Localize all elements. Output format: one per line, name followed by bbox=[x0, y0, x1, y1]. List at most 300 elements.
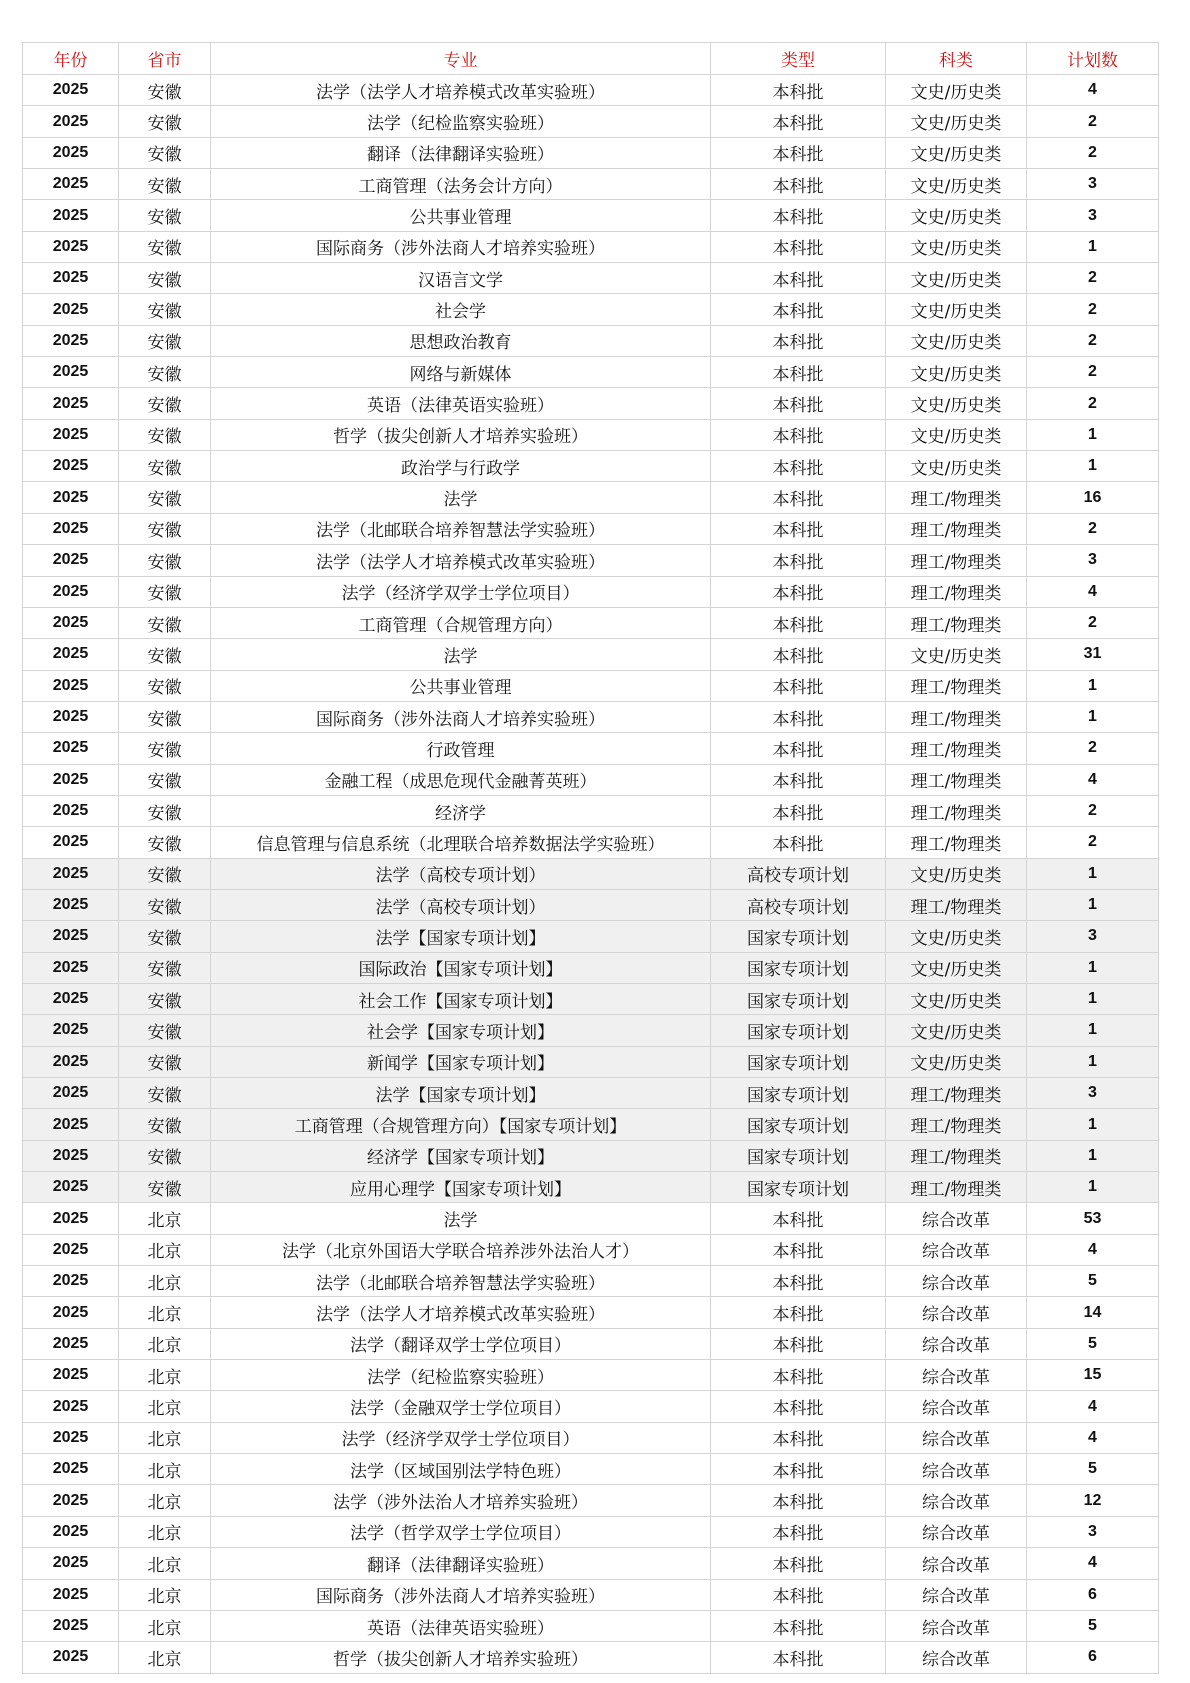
cell-province: 安徽 bbox=[119, 827, 211, 858]
cell-category: 文史/历史类 bbox=[886, 325, 1027, 356]
cell-province: 安徽 bbox=[119, 75, 211, 106]
cell-plan-count: 4 bbox=[1027, 576, 1159, 607]
cell-category: 文史/历史类 bbox=[886, 388, 1027, 419]
cell-province: 北京 bbox=[119, 1485, 211, 1516]
cell-province: 北京 bbox=[119, 1454, 211, 1485]
cell-year: 2025 bbox=[23, 231, 119, 262]
cell-major: 法学（纪检监察实验班） bbox=[211, 106, 711, 137]
cell-province: 北京 bbox=[119, 1328, 211, 1359]
cell-major: 金融工程（成思危现代金融菁英班） bbox=[211, 764, 711, 795]
cell-type: 国家专项计划 bbox=[711, 1078, 886, 1109]
cell-plan-count: 2 bbox=[1027, 733, 1159, 764]
cell-plan-count: 1 bbox=[1027, 1046, 1159, 1077]
cell-major: 法学（哲学双学士学位项目） bbox=[211, 1516, 711, 1547]
table-row bbox=[23, 764, 1159, 795]
cell-province: 北京 bbox=[119, 1297, 211, 1328]
cell-type: 国家专项计划 bbox=[711, 952, 886, 983]
table-row bbox=[23, 1391, 1159, 1422]
cell-category: 理工/物理类 bbox=[886, 670, 1027, 701]
table-row bbox=[23, 1172, 1159, 1203]
cell-year: 2025 bbox=[23, 1391, 119, 1422]
cell-major: 国际商务（涉外法商人才培养实验班） bbox=[211, 231, 711, 262]
cell-plan-count: 1 bbox=[1027, 451, 1159, 482]
header-plan-count: 计划数 bbox=[1027, 43, 1159, 75]
cell-category: 综合改革 bbox=[886, 1610, 1027, 1641]
cell-province: 北京 bbox=[119, 1610, 211, 1641]
cell-category: 文史/历史类 bbox=[886, 419, 1027, 450]
cell-type: 本科批 bbox=[711, 451, 886, 482]
cell-major: 法学（经济学双学士学位项目） bbox=[211, 576, 711, 607]
table-row bbox=[23, 952, 1159, 983]
cell-type: 本科批 bbox=[711, 231, 886, 262]
table-row bbox=[23, 795, 1159, 826]
cell-major: 法学（翻译双学士学位项目） bbox=[211, 1328, 711, 1359]
cell-year: 2025 bbox=[23, 1015, 119, 1046]
cell-category: 理工/物理类 bbox=[886, 1140, 1027, 1171]
table-row bbox=[23, 889, 1159, 920]
cell-year: 2025 bbox=[23, 1454, 119, 1485]
cell-year: 2025 bbox=[23, 1203, 119, 1234]
cell-type: 本科批 bbox=[711, 545, 886, 576]
cell-type: 本科批 bbox=[711, 325, 886, 356]
cell-province: 安徽 bbox=[119, 1015, 211, 1046]
cell-category: 理工/物理类 bbox=[886, 889, 1027, 920]
cell-major: 法学（法学人才培养模式改革实验班） bbox=[211, 545, 711, 576]
cell-major: 英语（法律英语实验班） bbox=[211, 1610, 711, 1641]
cell-type: 国家专项计划 bbox=[711, 1172, 886, 1203]
cell-plan-count: 2 bbox=[1027, 795, 1159, 826]
cell-major: 法学（法学人才培养模式改革实验班） bbox=[211, 1297, 711, 1328]
cell-major: 政治学与行政学 bbox=[211, 451, 711, 482]
cell-category: 理工/物理类 bbox=[886, 1172, 1027, 1203]
cell-plan-count: 15 bbox=[1027, 1360, 1159, 1391]
cell-plan-count: 1 bbox=[1027, 670, 1159, 701]
cell-major: 工商管理（合规管理方向）【国家专项计划】 bbox=[211, 1109, 711, 1140]
enrollment-plan-table bbox=[22, 42, 1159, 1674]
cell-year: 2025 bbox=[23, 921, 119, 952]
cell-category: 综合改革 bbox=[886, 1642, 1027, 1673]
cell-plan-count: 2 bbox=[1027, 827, 1159, 858]
cell-category: 文史/历史类 bbox=[886, 75, 1027, 106]
cell-province: 安徽 bbox=[119, 137, 211, 168]
cell-category: 综合改革 bbox=[886, 1422, 1027, 1453]
cell-year: 2025 bbox=[23, 263, 119, 294]
cell-plan-count: 3 bbox=[1027, 200, 1159, 231]
cell-plan-count: 14 bbox=[1027, 1297, 1159, 1328]
cell-plan-count: 2 bbox=[1027, 513, 1159, 544]
cell-type: 本科批 bbox=[711, 639, 886, 670]
table-row bbox=[23, 357, 1159, 388]
cell-plan-count: 2 bbox=[1027, 137, 1159, 168]
table-row bbox=[23, 858, 1159, 889]
cell-category: 文史/历史类 bbox=[886, 263, 1027, 294]
header-province: 省市 bbox=[119, 43, 211, 75]
cell-province: 安徽 bbox=[119, 200, 211, 231]
cell-major: 公共事业管理 bbox=[211, 670, 711, 701]
cell-province: 北京 bbox=[119, 1360, 211, 1391]
cell-year: 2025 bbox=[23, 106, 119, 137]
cell-plan-count: 2 bbox=[1027, 106, 1159, 137]
cell-type: 本科批 bbox=[711, 1328, 886, 1359]
cell-year: 2025 bbox=[23, 1422, 119, 1453]
table-row bbox=[23, 1422, 1159, 1453]
cell-province: 安徽 bbox=[119, 482, 211, 513]
table-row bbox=[23, 701, 1159, 732]
table-row bbox=[23, 513, 1159, 544]
cell-type: 国家专项计划 bbox=[711, 983, 886, 1014]
cell-type: 本科批 bbox=[711, 1203, 886, 1234]
cell-year: 2025 bbox=[23, 1266, 119, 1297]
cell-major: 国际商务（涉外法商人才培养实验班） bbox=[211, 701, 711, 732]
cell-type: 本科批 bbox=[711, 294, 886, 325]
table-row bbox=[23, 137, 1159, 168]
cell-major: 翻译（法律翻译实验班） bbox=[211, 1548, 711, 1579]
cell-major: 社会学【国家专项计划】 bbox=[211, 1015, 711, 1046]
header-type: 类型 bbox=[711, 43, 886, 75]
cell-type: 国家专项计划 bbox=[711, 1140, 886, 1171]
cell-province: 安徽 bbox=[119, 701, 211, 732]
cell-type: 本科批 bbox=[711, 1360, 886, 1391]
cell-plan-count: 53 bbox=[1027, 1203, 1159, 1234]
cell-major: 哲学（拔尖创新人才培养实验班） bbox=[211, 419, 711, 450]
cell-province: 安徽 bbox=[119, 670, 211, 701]
cell-category: 综合改革 bbox=[886, 1548, 1027, 1579]
cell-province: 北京 bbox=[119, 1548, 211, 1579]
cell-category: 理工/物理类 bbox=[886, 545, 1027, 576]
cell-category: 综合改革 bbox=[886, 1516, 1027, 1547]
table-row bbox=[23, 388, 1159, 419]
cell-category: 文史/历史类 bbox=[886, 858, 1027, 889]
cell-type: 本科批 bbox=[711, 75, 886, 106]
table-row bbox=[23, 1548, 1159, 1579]
cell-major: 公共事业管理 bbox=[211, 200, 711, 231]
cell-year: 2025 bbox=[23, 1485, 119, 1516]
cell-category: 文史/历史类 bbox=[886, 451, 1027, 482]
cell-year: 2025 bbox=[23, 1516, 119, 1547]
cell-category: 理工/物理类 bbox=[886, 827, 1027, 858]
table-row bbox=[23, 419, 1159, 450]
cell-plan-count: 2 bbox=[1027, 294, 1159, 325]
cell-year: 2025 bbox=[23, 357, 119, 388]
cell-major: 法学（高校专项计划） bbox=[211, 889, 711, 920]
cell-plan-count: 31 bbox=[1027, 639, 1159, 670]
cell-type: 本科批 bbox=[711, 169, 886, 200]
cell-major: 法学（区域国别法学特色班） bbox=[211, 1454, 711, 1485]
cell-category: 综合改革 bbox=[886, 1485, 1027, 1516]
cell-type: 高校专项计划 bbox=[711, 889, 886, 920]
cell-type: 本科批 bbox=[711, 1548, 886, 1579]
table-row bbox=[23, 106, 1159, 137]
cell-type: 本科批 bbox=[711, 607, 886, 638]
table-row bbox=[23, 733, 1159, 764]
cell-year: 2025 bbox=[23, 952, 119, 983]
cell-category: 文史/历史类 bbox=[886, 169, 1027, 200]
cell-type: 本科批 bbox=[711, 513, 886, 544]
cell-plan-count: 2 bbox=[1027, 357, 1159, 388]
cell-major: 法学【国家专项计划】 bbox=[211, 1078, 711, 1109]
cell-major: 国际政治【国家专项计划】 bbox=[211, 952, 711, 983]
cell-category: 综合改革 bbox=[886, 1297, 1027, 1328]
cell-province: 安徽 bbox=[119, 294, 211, 325]
cell-major: 思想政治教育 bbox=[211, 325, 711, 356]
cell-plan-count: 1 bbox=[1027, 983, 1159, 1014]
cell-category: 综合改革 bbox=[886, 1203, 1027, 1234]
cell-year: 2025 bbox=[23, 1579, 119, 1610]
cell-category: 文史/历史类 bbox=[886, 952, 1027, 983]
cell-province: 安徽 bbox=[119, 764, 211, 795]
cell-major: 法学【国家专项计划】 bbox=[211, 921, 711, 952]
table-row bbox=[23, 1266, 1159, 1297]
cell-province: 安徽 bbox=[119, 1046, 211, 1077]
cell-plan-count: 4 bbox=[1027, 1548, 1159, 1579]
cell-year: 2025 bbox=[23, 670, 119, 701]
table-row bbox=[23, 1203, 1159, 1234]
cell-major: 汉语言文学 bbox=[211, 263, 711, 294]
cell-plan-count: 4 bbox=[1027, 1234, 1159, 1265]
cell-province: 北京 bbox=[119, 1391, 211, 1422]
cell-major: 网络与新媒体 bbox=[211, 357, 711, 388]
header-year: 年份 bbox=[23, 43, 119, 75]
cell-category: 文史/历史类 bbox=[886, 921, 1027, 952]
cell-major: 信息管理与信息系统（北理联合培养数据法学实验班） bbox=[211, 827, 711, 858]
cell-type: 本科批 bbox=[711, 419, 886, 450]
cell-plan-count: 1 bbox=[1027, 858, 1159, 889]
cell-category: 文史/历史类 bbox=[886, 983, 1027, 1014]
table-row bbox=[23, 545, 1159, 576]
table-row bbox=[23, 1328, 1159, 1359]
table-row bbox=[23, 482, 1159, 513]
cell-type: 高校专项计划 bbox=[711, 858, 886, 889]
cell-plan-count: 5 bbox=[1027, 1610, 1159, 1641]
cell-plan-count: 4 bbox=[1027, 764, 1159, 795]
cell-major: 经济学【国家专项计划】 bbox=[211, 1140, 711, 1171]
cell-province: 安徽 bbox=[119, 921, 211, 952]
cell-year: 2025 bbox=[23, 889, 119, 920]
cell-category: 综合改革 bbox=[886, 1328, 1027, 1359]
cell-year: 2025 bbox=[23, 795, 119, 826]
cell-plan-count: 12 bbox=[1027, 1485, 1159, 1516]
cell-province: 安徽 bbox=[119, 325, 211, 356]
table-row bbox=[23, 451, 1159, 482]
cell-year: 2025 bbox=[23, 419, 119, 450]
cell-plan-count: 2 bbox=[1027, 388, 1159, 419]
cell-plan-count: 5 bbox=[1027, 1454, 1159, 1485]
cell-type: 本科批 bbox=[711, 1422, 886, 1453]
cell-major: 法学 bbox=[211, 482, 711, 513]
cell-year: 2025 bbox=[23, 1328, 119, 1359]
cell-type: 国家专项计划 bbox=[711, 1046, 886, 1077]
cell-year: 2025 bbox=[23, 1140, 119, 1171]
cell-major: 工商管理（合规管理方向） bbox=[211, 607, 711, 638]
table-row bbox=[23, 294, 1159, 325]
cell-major: 哲学（拔尖创新人才培养实验班） bbox=[211, 1642, 711, 1673]
cell-province: 安徽 bbox=[119, 639, 211, 670]
table-row bbox=[23, 1579, 1159, 1610]
cell-year: 2025 bbox=[23, 1078, 119, 1109]
cell-category: 综合改革 bbox=[886, 1454, 1027, 1485]
cell-category: 文史/历史类 bbox=[886, 106, 1027, 137]
cell-province: 北京 bbox=[119, 1516, 211, 1547]
header-major: 专业 bbox=[211, 43, 711, 75]
table-row bbox=[23, 1485, 1159, 1516]
cell-type: 本科批 bbox=[711, 1391, 886, 1422]
cell-category: 文史/历史类 bbox=[886, 1046, 1027, 1077]
cell-category: 理工/物理类 bbox=[886, 482, 1027, 513]
cell-province: 安徽 bbox=[119, 1109, 211, 1140]
cell-province: 安徽 bbox=[119, 169, 211, 200]
cell-year: 2025 bbox=[23, 1172, 119, 1203]
cell-major: 经济学 bbox=[211, 795, 711, 826]
cell-year: 2025 bbox=[23, 576, 119, 607]
cell-province: 安徽 bbox=[119, 576, 211, 607]
cell-year: 2025 bbox=[23, 983, 119, 1014]
cell-type: 本科批 bbox=[711, 670, 886, 701]
cell-plan-count: 16 bbox=[1027, 482, 1159, 513]
table-row bbox=[23, 1109, 1159, 1140]
cell-province: 安徽 bbox=[119, 1078, 211, 1109]
cell-province: 北京 bbox=[119, 1422, 211, 1453]
cell-year: 2025 bbox=[23, 325, 119, 356]
table-row bbox=[23, 1046, 1159, 1077]
cell-province: 安徽 bbox=[119, 513, 211, 544]
cell-province: 安徽 bbox=[119, 1140, 211, 1171]
table-row bbox=[23, 75, 1159, 106]
cell-province: 安徽 bbox=[119, 419, 211, 450]
cell-type: 本科批 bbox=[711, 106, 886, 137]
table-row bbox=[23, 1078, 1159, 1109]
cell-type: 本科批 bbox=[711, 764, 886, 795]
table-row bbox=[23, 1516, 1159, 1547]
cell-type: 本科批 bbox=[711, 357, 886, 388]
cell-category: 理工/物理类 bbox=[886, 795, 1027, 826]
cell-province: 安徽 bbox=[119, 858, 211, 889]
cell-province: 安徽 bbox=[119, 983, 211, 1014]
cell-year: 2025 bbox=[23, 1046, 119, 1077]
cell-major: 翻译（法律翻译实验班） bbox=[211, 137, 711, 168]
header-category: 科类 bbox=[886, 43, 1027, 75]
cell-plan-count: 6 bbox=[1027, 1579, 1159, 1610]
table-row bbox=[23, 1015, 1159, 1046]
cell-year: 2025 bbox=[23, 200, 119, 231]
table-body bbox=[23, 75, 1159, 1674]
table-row bbox=[23, 1140, 1159, 1171]
cell-year: 2025 bbox=[23, 75, 119, 106]
cell-plan-count: 4 bbox=[1027, 1391, 1159, 1422]
cell-plan-count: 1 bbox=[1027, 1172, 1159, 1203]
cell-category: 理工/物理类 bbox=[886, 764, 1027, 795]
cell-year: 2025 bbox=[23, 733, 119, 764]
cell-plan-count: 1 bbox=[1027, 952, 1159, 983]
cell-year: 2025 bbox=[23, 169, 119, 200]
table-row bbox=[23, 576, 1159, 607]
cell-year: 2025 bbox=[23, 607, 119, 638]
cell-type: 本科批 bbox=[711, 1266, 886, 1297]
table-row bbox=[23, 639, 1159, 670]
cell-year: 2025 bbox=[23, 294, 119, 325]
cell-year: 2025 bbox=[23, 545, 119, 576]
cell-type: 本科批 bbox=[711, 1297, 886, 1328]
table-row bbox=[23, 1610, 1159, 1641]
cell-type: 本科批 bbox=[711, 263, 886, 294]
cell-category: 理工/物理类 bbox=[886, 513, 1027, 544]
cell-plan-count: 3 bbox=[1027, 545, 1159, 576]
cell-year: 2025 bbox=[23, 701, 119, 732]
cell-year: 2025 bbox=[23, 639, 119, 670]
cell-plan-count: 1 bbox=[1027, 889, 1159, 920]
cell-plan-count: 3 bbox=[1027, 1516, 1159, 1547]
cell-province: 安徽 bbox=[119, 952, 211, 983]
cell-province: 北京 bbox=[119, 1234, 211, 1265]
table-row bbox=[23, 607, 1159, 638]
cell-category: 理工/物理类 bbox=[886, 701, 1027, 732]
cell-category: 文史/历史类 bbox=[886, 200, 1027, 231]
cell-major: 社会学 bbox=[211, 294, 711, 325]
cell-major: 法学（北邮联合培养智慧法学实验班） bbox=[211, 1266, 711, 1297]
cell-province: 安徽 bbox=[119, 106, 211, 137]
table-row bbox=[23, 1642, 1159, 1673]
cell-type: 本科批 bbox=[711, 701, 886, 732]
cell-category: 理工/物理类 bbox=[886, 607, 1027, 638]
table-row bbox=[23, 200, 1159, 231]
cell-year: 2025 bbox=[23, 827, 119, 858]
cell-type: 本科批 bbox=[711, 1234, 886, 1265]
cell-year: 2025 bbox=[23, 482, 119, 513]
cell-type: 本科批 bbox=[711, 795, 886, 826]
cell-year: 2025 bbox=[23, 451, 119, 482]
cell-year: 2025 bbox=[23, 858, 119, 889]
cell-province: 北京 bbox=[119, 1579, 211, 1610]
cell-year: 2025 bbox=[23, 1297, 119, 1328]
cell-category: 文史/历史类 bbox=[886, 294, 1027, 325]
table-row bbox=[23, 169, 1159, 200]
cell-category: 综合改革 bbox=[886, 1360, 1027, 1391]
cell-type: 本科批 bbox=[711, 827, 886, 858]
cell-category: 综合改革 bbox=[886, 1579, 1027, 1610]
table-row bbox=[23, 231, 1159, 262]
cell-type: 本科批 bbox=[711, 733, 886, 764]
cell-major: 工商管理（法务会计方向） bbox=[211, 169, 711, 200]
cell-major: 法学（纪检监察实验班） bbox=[211, 1360, 711, 1391]
cell-province: 安徽 bbox=[119, 388, 211, 419]
cell-province: 安徽 bbox=[119, 357, 211, 388]
cell-plan-count: 1 bbox=[1027, 231, 1159, 262]
cell-type: 本科批 bbox=[711, 1516, 886, 1547]
cell-category: 理工/物理类 bbox=[886, 576, 1027, 607]
table-row bbox=[23, 1234, 1159, 1265]
cell-plan-count: 3 bbox=[1027, 1078, 1159, 1109]
cell-category: 文史/历史类 bbox=[886, 357, 1027, 388]
cell-type: 本科批 bbox=[711, 1610, 886, 1641]
cell-type: 本科批 bbox=[711, 1642, 886, 1673]
cell-year: 2025 bbox=[23, 1610, 119, 1641]
cell-province: 安徽 bbox=[119, 1172, 211, 1203]
cell-type: 本科批 bbox=[711, 200, 886, 231]
cell-province: 北京 bbox=[119, 1266, 211, 1297]
cell-category: 综合改革 bbox=[886, 1266, 1027, 1297]
cell-type: 本科批 bbox=[711, 1454, 886, 1485]
table-row bbox=[23, 670, 1159, 701]
cell-type: 本科批 bbox=[711, 388, 886, 419]
cell-plan-count: 1 bbox=[1027, 419, 1159, 450]
cell-plan-count: 5 bbox=[1027, 1328, 1159, 1359]
cell-type: 本科批 bbox=[711, 137, 886, 168]
cell-plan-count: 3 bbox=[1027, 921, 1159, 952]
cell-year: 2025 bbox=[23, 1234, 119, 1265]
cell-category: 文史/历史类 bbox=[886, 1015, 1027, 1046]
cell-major: 行政管理 bbox=[211, 733, 711, 764]
cell-year: 2025 bbox=[23, 137, 119, 168]
cell-year: 2025 bbox=[23, 1548, 119, 1579]
